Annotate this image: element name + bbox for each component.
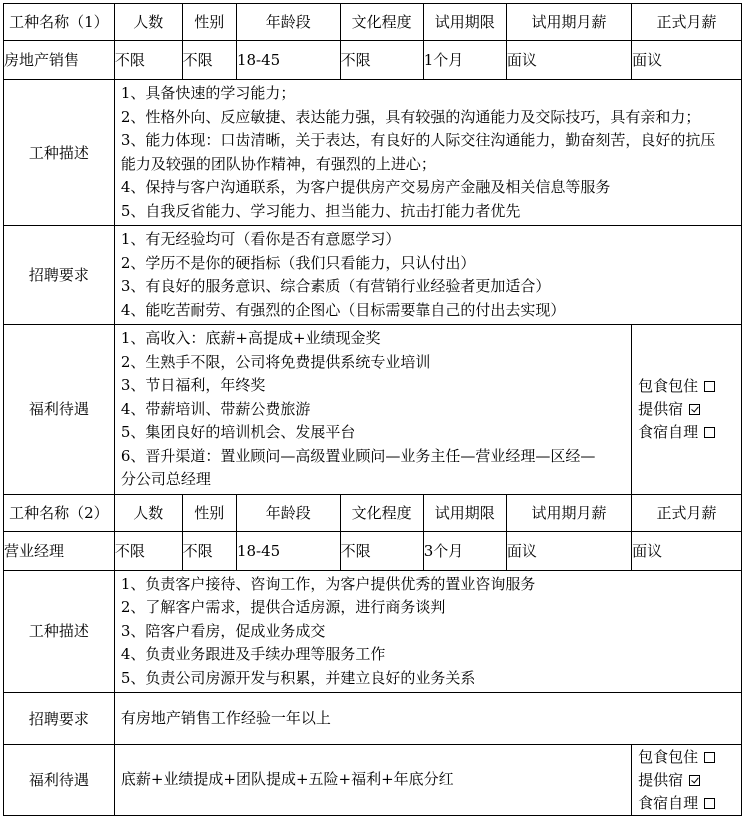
- job-1-description: [114, 80, 741, 226]
- job-1-values-row: [4, 41, 742, 80]
- benefit-line: 5、集团良好的培训机会、发展平台: [120, 423, 356, 441]
- option-self-arranged: [638, 792, 741, 815]
- col-headcount: 人数: [114, 494, 182, 531]
- job-2-gender: 不限: [182, 531, 236, 570]
- benefit-line: 6、晋升渠道：置业顾问—高级置业顾问—业务主任—营业经理—区经—: [120, 446, 596, 465]
- col-gender: 性别: [182, 4, 236, 41]
- checkbox-icon[interactable]: [704, 752, 715, 763]
- benefit-line: 2、生熟手不限，公司将免费提供系统专业培训: [120, 352, 431, 371]
- desc-line: 1、负责客户接待、咨询工作，为客户提供优秀的置业咨询服务: [120, 574, 536, 593]
- job-2-benefits: [114, 745, 631, 816]
- job-2-regular-salary: 面议: [632, 531, 742, 570]
- col-gender: 性别: [182, 494, 236, 531]
- job-2-benefits-row: [4, 745, 742, 816]
- req-line: 有房地产销售工作经验一年以上: [120, 708, 331, 727]
- benefit-line: 1、高收入：底薪+高提成+业绩现金奖: [120, 329, 381, 347]
- col-age-range: 年龄段: [236, 494, 340, 531]
- option-label: 食宿自理: [638, 422, 699, 441]
- checkbox-icon[interactable]: [689, 775, 700, 786]
- req-line: 2、学历不是你的硬指标（我们只看能力，只认付出）: [120, 253, 476, 272]
- desc-line: 3、陪客户看房，促成业务成交: [120, 621, 326, 640]
- option-label: 包食包住: [638, 376, 699, 395]
- job-2-description-label: 工种描述: [4, 570, 115, 693]
- job-2-lodging-options: [632, 745, 742, 816]
- job-1-education: 不限: [340, 41, 423, 80]
- checkbox-icon[interactable]: [704, 427, 715, 438]
- job-1-requirements-label: 招聘要求: [4, 226, 115, 325]
- job-2-header-row: [4, 494, 742, 531]
- job-1-description-label: 工种描述: [4, 80, 115, 226]
- job-2-education: 不限: [340, 531, 423, 570]
- job-2-values-row: [4, 531, 742, 570]
- desc-line: 3、能力体现：口齿清晰，关于表达，有良好的人际交往沟通能力，勤奋刻苦，良好的抗压: [120, 131, 716, 149]
- option-board-and-lodging: [638, 746, 741, 769]
- benefit-line: 底薪+业绩提成+团队提成+五险+福利+年底分红: [120, 770, 454, 789]
- job-1-headcount: 不限: [114, 41, 182, 80]
- req-line: 3、有良好的服务意识、综合素质（有营销行业经验者更加适合）: [120, 277, 551, 295]
- job-1-gender: 不限: [182, 41, 236, 80]
- col-probation-salary: 试用期月薪: [506, 494, 631, 531]
- benefit-line: 3、节日福利，年终奖: [120, 376, 266, 394]
- job-2-description-row: [4, 570, 742, 693]
- option-label: 食宿自理: [638, 793, 699, 812]
- job-1-title: 工种名称（1）: [4, 4, 115, 41]
- job-1-description-row: [4, 80, 742, 226]
- job-table: [3, 3, 742, 816]
- job-1-header-row: [4, 4, 742, 41]
- checkbox-icon[interactable]: [704, 381, 715, 392]
- desc-line: 4、保持与客户沟通联系，为客户提供房产交易房产金融及相关信息等服务: [120, 178, 611, 196]
- job-1-benefits-row: [4, 325, 742, 495]
- col-probation-salary: 试用期月薪: [506, 4, 631, 41]
- option-lodging-provided: [638, 769, 741, 792]
- col-education: 文化程度: [340, 494, 423, 531]
- option-self-arranged: [638, 421, 741, 444]
- checkbox-icon[interactable]: [689, 404, 700, 415]
- job-1-regular-salary: 面议: [632, 41, 742, 80]
- desc-line: 1、具备快速的学习能力；: [120, 84, 296, 102]
- job-1-name: 房地产销售: [4, 41, 115, 80]
- col-age-range: 年龄段: [236, 4, 340, 41]
- desc-line: 5、自我反省能力、学习能力、担当能力、抗击打能力者优先: [120, 201, 521, 220]
- desc-line: 能力及较强的团队协作精神，有强烈的上进心；: [120, 154, 436, 173]
- job-1-requirements-row: [4, 226, 742, 325]
- option-label: 提供宿: [638, 770, 684, 789]
- col-headcount: 人数: [114, 4, 182, 41]
- job-1-age-range: 18-45: [236, 41, 340, 80]
- col-regular-salary: 正式月薪: [632, 4, 742, 41]
- job-2-probation-period: 3个月: [423, 531, 506, 570]
- job-1-probation-period: 1个月: [423, 41, 506, 80]
- req-line: 4、能吃苦耐劳、有强烈的企图心（目标需要靠自己的付出去实现）: [120, 300, 566, 319]
- benefit-line: 4、带薪培训、带薪公费旅游: [120, 399, 311, 418]
- desc-line: 4、负责业务跟进及手续办理等服务工作: [120, 645, 386, 663]
- col-probation-period: 试用期限: [423, 494, 506, 531]
- req-line: 1、有无经验均可（看你是否有意愿学习）: [120, 230, 401, 248]
- desc-line: 2、了解客户需求，提供合适房源，进行商务谈判: [120, 598, 446, 616]
- option-lodging-provided: [638, 398, 741, 421]
- job-2-requirements-row: [4, 693, 742, 745]
- desc-line: 5、负责公司房源开发与积累，并建立良好的业务关系: [120, 668, 476, 687]
- job-2-title: 工种名称（2）: [4, 494, 115, 531]
- benefit-line: 分公司总经理: [120, 470, 211, 488]
- job-1-probation-salary: 面议: [506, 41, 631, 80]
- option-label: 包食包住: [638, 747, 699, 766]
- col-regular-salary: 正式月薪: [632, 494, 742, 531]
- job-2-headcount: 不限: [114, 531, 182, 570]
- job-2-name: 营业经理: [4, 531, 115, 570]
- job-2-description: [114, 570, 741, 693]
- job-1-lodging-options: [632, 325, 742, 495]
- checkbox-icon[interactable]: [704, 798, 715, 809]
- job-1-benefits-label: 福利待遇: [4, 325, 115, 495]
- option-board-and-lodging: [638, 375, 741, 398]
- col-education: 文化程度: [340, 4, 423, 41]
- desc-line: 2、性格外向、反应敏捷、表达能力强，具有较强的沟通能力及交际技巧，具有亲和力；: [120, 107, 701, 126]
- job-2-age-range: 18-45: [236, 531, 340, 570]
- job-2-requirements: [114, 693, 741, 745]
- job-1-benefits: [114, 325, 631, 495]
- job-2-probation-salary: 面议: [506, 531, 631, 570]
- job-1-requirements: [114, 226, 741, 325]
- job-2-benefits-label: 福利待遇: [4, 745, 115, 816]
- option-label: 提供宿: [638, 399, 684, 418]
- col-probation-period: 试用期限: [423, 4, 506, 41]
- job-2-requirements-label: 招聘要求: [4, 693, 115, 745]
